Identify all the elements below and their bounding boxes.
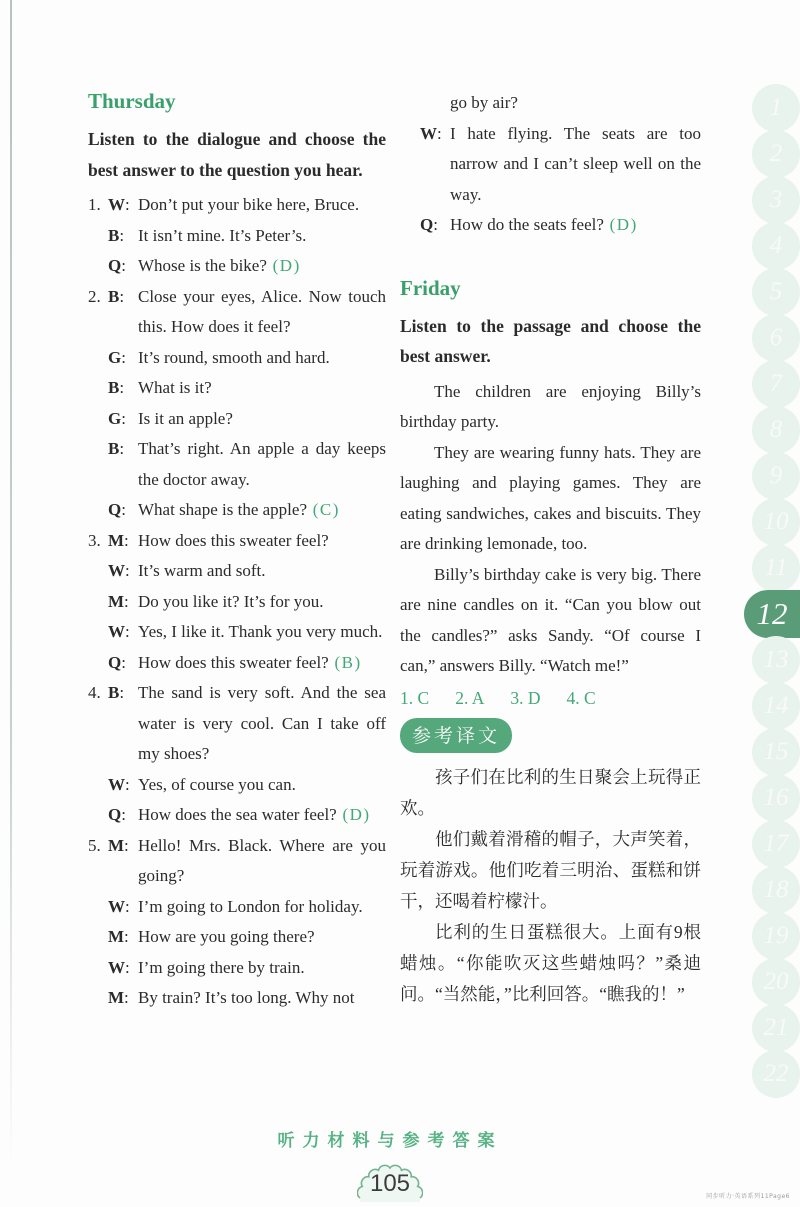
sidebar-item (744, 591, 800, 637)
sidebar-number-circle: 22 (752, 1050, 800, 1098)
dialogue-line (88, 556, 386, 587)
speaker-label: W: (108, 774, 130, 794)
sidebar-item (744, 499, 800, 545)
dialogue-line (88, 831, 386, 892)
thursday-dialogue-list (88, 190, 386, 1014)
sidebar-number-circle: 7 (752, 360, 800, 408)
sidebar-number-circle: 19 (752, 912, 800, 960)
sidebar-number-circle: 6 (752, 314, 800, 362)
dialogue-line (88, 953, 386, 984)
right-column (400, 88, 701, 1010)
dialogue-text: By train? It’s too long. Why not (138, 988, 355, 1007)
dialogue-text: How does this sweater feel? (138, 652, 329, 672)
sidebar-number-circle: 16 (752, 774, 800, 822)
passage (400, 377, 701, 682)
line-number: 3. (88, 530, 101, 550)
answer-item: 2. A (455, 687, 485, 708)
dialogue-text: Whose is the bike? (138, 256, 267, 275)
sidebar-number-circle: 9 (752, 452, 800, 500)
sidebar-item (744, 1005, 800, 1051)
page-number-bubble (357, 1158, 423, 1204)
dialogue-text: What is it? (138, 378, 212, 397)
dialogue-line (88, 404, 386, 435)
sidebar-item (744, 177, 800, 223)
speaker-label: G: (108, 347, 126, 367)
friday-instruction: Listen to the passage and choose the best answer. (400, 315, 701, 366)
sidebar-item (744, 1051, 800, 1097)
unit-number-strip (744, 85, 800, 1097)
passage-paragraph: Billy’s birthday cake is very big. There are nine candles on it. “Can you blow out the candles?” asks Sandy. “Of course I can,” answers Billy. “Watch me!” (400, 564, 701, 675)
speaker-label: Q: (108, 500, 126, 519)
translation (400, 762, 701, 1010)
print-mark: 同步听力·英语系列11Page6 (706, 1193, 790, 1200)
sidebar-number-circle: 11 (752, 544, 800, 592)
friday-heading: Friday (400, 275, 461, 300)
sidebar-item (744, 131, 800, 177)
sidebar-item (744, 269, 800, 315)
speaker-label: W: (108, 561, 130, 580)
dialogue-text: I’m going to London for holiday. (138, 896, 363, 916)
sidebar-item (744, 361, 800, 407)
dialogue-text: It’s warm and soft. (138, 561, 266, 580)
speaker-label: B: (108, 378, 125, 397)
dialogue-text: Is it an apple? (138, 408, 233, 428)
sidebar-item (744, 453, 800, 499)
line-number: 5. (88, 835, 101, 855)
dialogue-line (88, 190, 386, 221)
speaker-label: B: (108, 683, 125, 702)
dialogue-line (88, 526, 386, 557)
dialogue-line (88, 587, 386, 618)
sidebar-number-circle: 1 (752, 84, 800, 132)
sidebar-number-circle: 13 (752, 636, 800, 684)
passage-paragraph: They are wearing funny hats. They are laughing and playing games. They are eating sandwiches, cakes and biscuits. They are drinking lemonade, too. (400, 442, 701, 553)
thursday-instruction: Listen to the dialogue and choose the best answer to the question you hear. (88, 129, 386, 180)
translation-paragraph: 他们戴着滑稽的帽子，大声笑着，玩着游戏。他们吃着三明治、蛋糕和饼干，还喝着柠檬汁。 (400, 828, 701, 911)
speaker-label: Q: (108, 652, 126, 672)
speaker-label: M: (108, 591, 129, 611)
dialogue-text: Don’t put your bike here, Bruce. (138, 195, 360, 214)
sidebar-item (744, 315, 800, 361)
dialogue-line (88, 678, 386, 770)
dialogue-text: The sand is very soft. And the sea water is very cool. Can I take off my shoes? (138, 683, 386, 763)
speaker-label: Q: (420, 215, 438, 234)
answer-item: 3. D (510, 687, 541, 708)
sidebar-item (744, 85, 800, 131)
speaker-label: G: (108, 408, 126, 428)
dialogue-line (88, 648, 386, 679)
answer-item: 4. C (566, 687, 596, 708)
speaker-label: M: (108, 988, 129, 1007)
dialogue-text: How does this sweater feel? (138, 530, 329, 550)
answers-row (400, 683, 701, 713)
sidebar-item (744, 821, 800, 867)
line-number: 2. (88, 286, 101, 306)
sidebar-number-circle: 10 (752, 498, 800, 546)
sidebar-item (744, 683, 800, 729)
dialogue-line (400, 210, 701, 241)
dialogue-line (88, 770, 386, 801)
sidebar-number-circle: 21 (752, 1004, 800, 1052)
page-edge-line (10, 0, 12, 1165)
dialogue-text: It isn’t mine. It’s Peter’s. (138, 225, 307, 245)
speaker-label: W: (108, 622, 130, 641)
speaker-label: W: (420, 123, 442, 143)
sidebar-item (744, 729, 800, 775)
dialogue-line (88, 495, 386, 526)
translation-paragraph: 孩子们在比利的生日聚会上玩得正欢。 (400, 766, 701, 818)
dialogue-text: go by air? (450, 93, 518, 112)
speaker-label: B: (108, 439, 125, 458)
sidebar-item (744, 407, 800, 453)
dialogue-line (88, 251, 386, 282)
sidebar-number-circle: 2 (752, 130, 800, 178)
sidebar-item (744, 775, 800, 821)
dialogue-line (88, 373, 386, 404)
dialogue-text: That’s right. An apple a day keeps the doctor away. (138, 439, 386, 489)
dialogue-text: How do the seats feel? (450, 215, 604, 234)
thursday-heading: Thursday (88, 89, 176, 113)
sidebar-item (744, 913, 800, 959)
dialogue-text: It’s round, smooth and hard. (138, 347, 330, 367)
dialogue-line (88, 800, 386, 831)
answer-item: 1. C (400, 687, 430, 708)
passage-paragraph: The children are enjoying Billy’s birthday party. (400, 381, 701, 431)
dialogue-text: Hello! Mrs. Black. Where are you going? (138, 835, 386, 885)
sidebar-item (744, 637, 800, 683)
sidebar-number-circle: 15 (752, 728, 800, 776)
sidebar-number-circle: 20 (752, 958, 800, 1006)
sidebar-item (744, 959, 800, 1005)
translation-paragraph: 比利的生日蛋糕很大。上面有9根蜡烛。“你能吹灭这些蜡烛吗？”桑迪问。“当然能，”比利回答。“瞧我的！” (400, 921, 701, 1004)
dialogue-line (88, 282, 386, 343)
answer-key: (D) (603, 215, 638, 234)
footer-section-title: 听力材料与参考答案 (277, 1131, 503, 1150)
dialogue-line (88, 221, 386, 252)
sidebar-number-circle: 17 (752, 820, 800, 868)
dialogue-text: How does the sea water feel? (138, 805, 337, 824)
sidebar-number-circle: 18 (752, 866, 800, 914)
dialogue-text: Yes, of course you can. (138, 774, 296, 794)
speaker-label: Q: (108, 256, 126, 275)
dialogue-line (88, 434, 386, 495)
answer-key: (D) (266, 256, 301, 275)
dialogue-text: How are you going there? (138, 927, 315, 946)
line-number: 1. (88, 195, 101, 214)
speaker-label: B: (108, 225, 125, 245)
dialogue-line (400, 88, 701, 119)
page-number: 105 (369, 1170, 411, 1197)
sidebar-number-circle: 4 (752, 222, 800, 270)
line-number: 4. (88, 683, 101, 702)
dialogue-text: What shape is the apple? (138, 500, 307, 519)
dialogue-line (88, 983, 386, 1014)
friday-section (400, 275, 701, 1010)
dialogue-text: Yes, I like it. Thank you very much. (138, 622, 383, 641)
answer-key: (C) (307, 500, 340, 519)
dialogue-text: Do you like it? It’s for you. (138, 591, 324, 611)
speaker-label: B: (108, 286, 125, 306)
dialogue-line (88, 922, 386, 953)
speaker-label: W: (108, 195, 130, 214)
answer-key: (D) (336, 805, 371, 824)
dialogue-line (88, 343, 386, 374)
translation-badge: 参考译文 (400, 718, 512, 753)
carryover-dialogue-list (400, 88, 701, 241)
sidebar-active-tab: 12 (744, 590, 800, 638)
speaker-label: M: (108, 530, 129, 550)
dialogue-text: Close your eyes, Alice. Now touch this. How does it feel? (138, 286, 386, 336)
sidebar-item (744, 545, 800, 591)
dialogue-line (400, 119, 701, 211)
speaker-label: Q: (108, 805, 126, 824)
left-column (88, 88, 386, 1014)
dialogue-text: I’m going there by train. (138, 957, 305, 977)
dialogue-line (88, 892, 386, 923)
sidebar-item (744, 867, 800, 913)
dialogue-text: I hate flying. The seats are too narrow and I can’t sleep well on the way. (450, 123, 701, 204)
sidebar-number-circle: 5 (752, 268, 800, 316)
speaker-label: M: (108, 835, 129, 855)
answer-key: (B) (328, 652, 362, 672)
sidebar-item (744, 223, 800, 269)
sidebar-number-circle: 8 (752, 406, 800, 454)
speaker-label: M: (108, 927, 129, 946)
speaker-label: W: (108, 957, 130, 977)
sidebar-number-circle: 14 (752, 682, 800, 730)
speaker-label: W: (108, 896, 130, 916)
sidebar-number-circle: 3 (752, 176, 800, 224)
dialogue-line (88, 617, 386, 648)
